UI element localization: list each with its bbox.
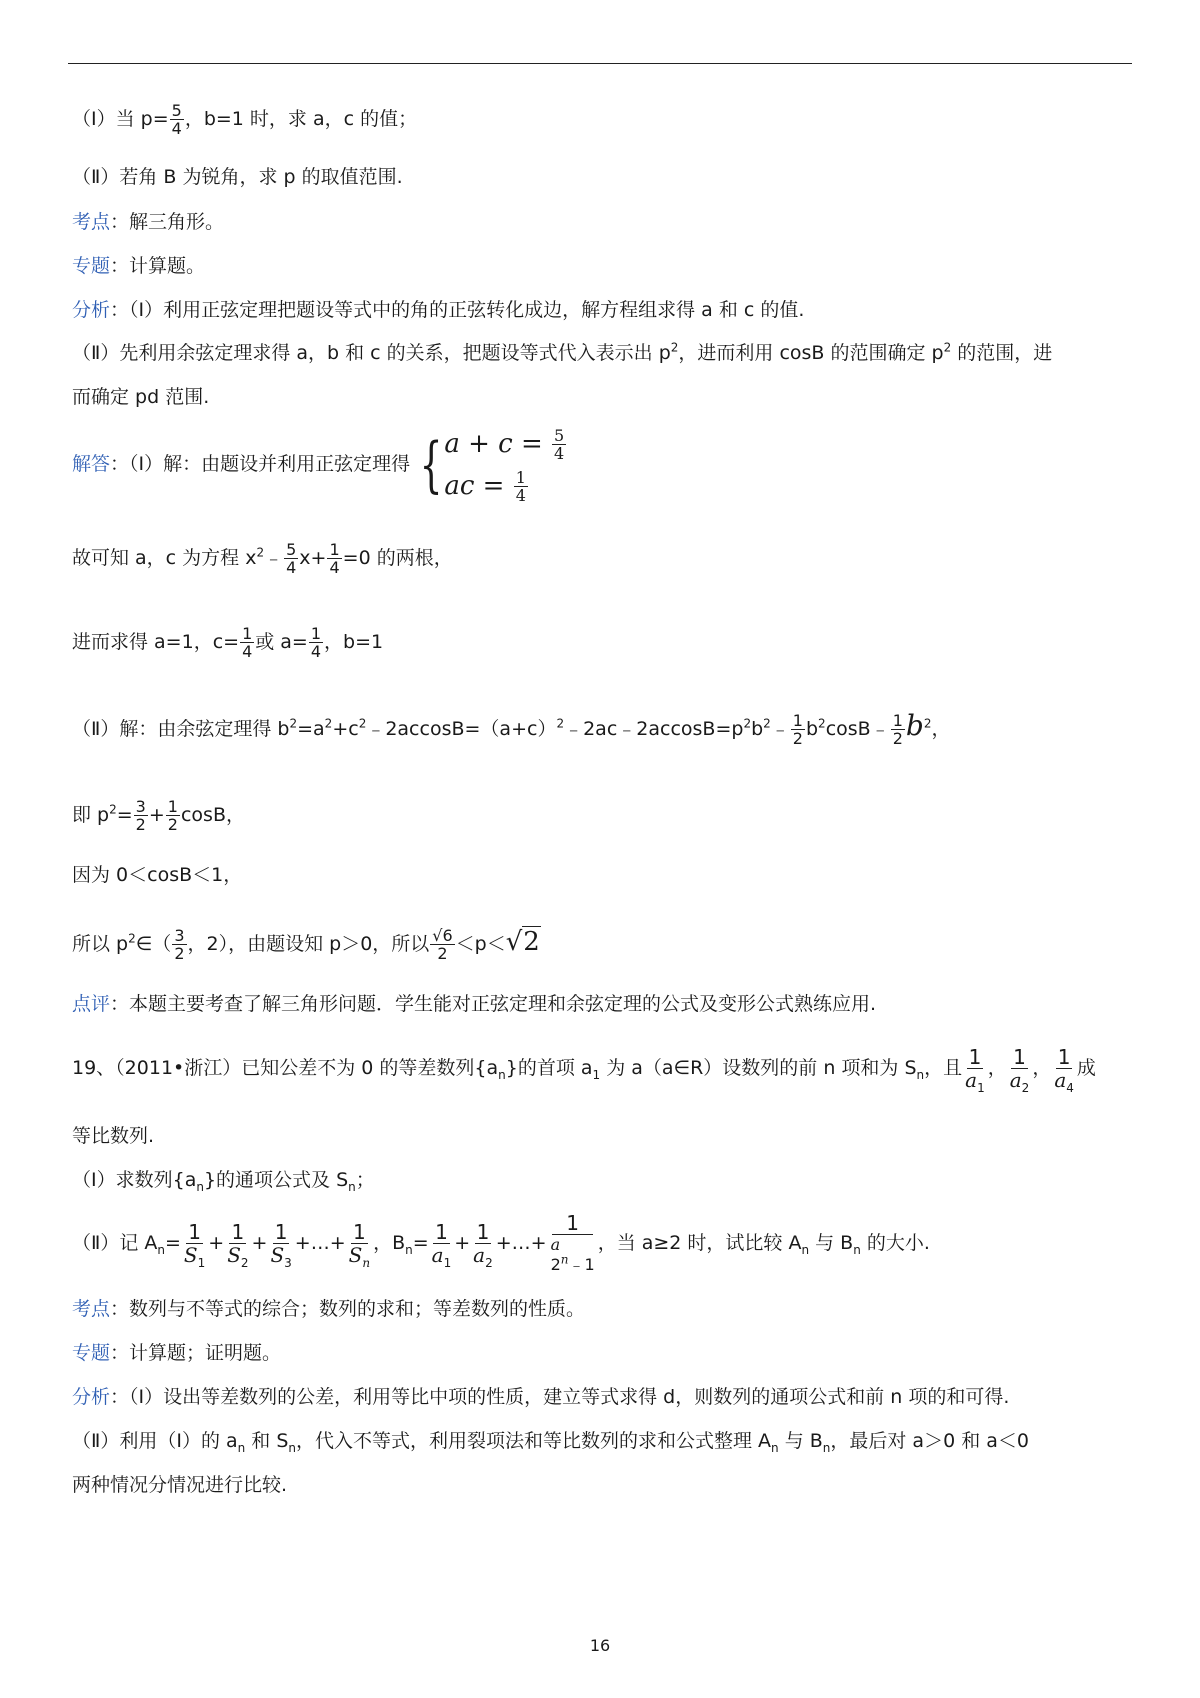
p18-eq6: 所以 $p^2\in$（ $\frac{3}{2}$ ，2），由题设知 p＞0，所以 $\frac{√6}{2}$ ＜p＜√2 bbox=[72, 926, 540, 963]
header-rule bbox=[68, 63, 1132, 64]
p18-part2: （Ⅱ）若角 B 为锐角，求 p 的取值范围. bbox=[72, 166, 403, 188]
p18-jieda: 解答：（Ⅰ）解：由题设并利用正弦定理得 { a + c = $\frac{5}{4}$ ac = $\frac{1}{4}$ bbox=[72, 422, 1128, 507]
page-number: 16 bbox=[589, 1636, 611, 1655]
p18-eq3: （Ⅱ）解：由余弦定理得 $b^2=a^2+c^2﹣2accosB=(a+c)^2﹣2ac﹣2accosB=p^2b^2﹣$ $\frac{1}{2}$ $b^2\cos B﹣$ $\frac{1}{2}$ $b^2$， bbox=[72, 709, 951, 748]
p19-head-2: 等比数列. bbox=[72, 1125, 155, 1147]
p18-fenxi-2: （Ⅱ）先利用余弦定理求得 a，b 和 c 的关系，把题设等式代入表示出 $p^2$，进而利用 cosB 的范围确定 $p^2$ 的范围，进 bbox=[72, 340, 1053, 364]
p18-eq4: 即 $p^2=$ $\frac{3}{2}$ + $\frac{1}{2}$ cosB， bbox=[72, 797, 245, 834]
jieda-label: 解答 bbox=[72, 453, 111, 475]
p18-eq2: 进而求得 a=1，c= $\frac{1}{4}$ 或 a= $\frac{1}{4}$ ，b=1 bbox=[72, 624, 384, 661]
p19-kaodian: 考点：数列与不等式的综合；数列的求和；等差数列的性质。 bbox=[72, 1298, 586, 1320]
fenxi-label: 分析 bbox=[72, 299, 111, 321]
p19-fenxi-3: 两种情况分情况进行比较. bbox=[72, 1474, 288, 1496]
p19-part2: （Ⅱ）记 $A_n=$ $\frac{1}{S_1}$ + $\frac{1}{S_2}$ + $\frac{1}{S_3}$ +…+ $\frac{1}{S_n}$ ，$B_n=$ $\frac{1}{a_1}$ + $\frac{1}{a_2}$ +…+ 1 a 2$^n$﹣1 ，当 a≥2 时，试比较 $A_n$ 与 $B_n$ 的大小. bbox=[72, 1211, 930, 1274]
p18-zhuanti: 专题：计算题。 bbox=[72, 255, 206, 277]
kaodian-label: 考点 bbox=[72, 1298, 111, 1320]
p18-fenxi: 分析：（Ⅰ）利用正弦定理把题设等式中的角的正弦转化成边，解方程组求得 a 和 c 的值. bbox=[72, 299, 805, 321]
fenxi-label: 分析 bbox=[72, 1386, 111, 1408]
p19-head: 19、（2011•浙江）已知公差不为 0 的等差数列$\{a_n\}$的首项 $a_1$ 为 a（a∈R）设数列的前 n 项和为 $S_n$，且 $\frac{1}{a_1}$ ， $\frac{1}{a_2}$ ， $\frac{1}{a_4}$ 成 bbox=[72, 1045, 1096, 1095]
dianping-label: 点评 bbox=[72, 993, 111, 1015]
sqrt-two: √2 bbox=[505, 927, 540, 957]
p19-fenxi-2: （Ⅱ）利用（Ⅰ）的 $a_n$ 和 $S_n$，代入不等式，利用裂项法和等比数列的求和公式整理 $A_n$ 与 $B_n$，最后对 a＞0 和 a＜0 bbox=[72, 1430, 1029, 1455]
p18-kaodian: 考点：解三角形。 bbox=[72, 211, 225, 233]
p18-eq1: 故可知 a，c 为方程 $x^2﹣$ $\frac{5}{4}$ x+ $\frac{1}{4}$ =0 的两根， bbox=[72, 540, 453, 577]
p19-part1: （Ⅰ）求数列$\{a_n\}$的通项公式及 $S_n$； bbox=[72, 1169, 375, 1194]
p19-fenxi: 分析：（Ⅰ）设出等差数列的公差，利用等比中项的性质，建立等式求得 d，则数列的通项公式和前 n 项的和可得. bbox=[72, 1386, 1010, 1408]
p18-eq5: 因为 0＜cosB＜1， bbox=[72, 864, 243, 886]
equation-system: { a + c = $\frac{5}{4}$ ac = $\frac{1}{4}$ bbox=[419, 426, 565, 505]
fraction: $\frac{5}{4}$ bbox=[171, 101, 182, 138]
zhuanti-label: 专题 bbox=[72, 1342, 111, 1364]
p18-fenxi-3: 而确定 pd 范围. bbox=[72, 386, 210, 408]
p19-zhuanti: 专题：计算题；证明题。 bbox=[72, 1342, 282, 1364]
zhuanti-label: 专题 bbox=[72, 255, 111, 277]
kaodian-label: 考点 bbox=[72, 211, 111, 233]
p18-part1: （Ⅰ）当 p= $\frac{5}{4}$ ，b=1 时，求 a，c 的值； bbox=[72, 101, 418, 138]
p18-dianping: 点评：本题主要考查了解三角形问题．学生能对正弦定理和余弦定理的公式及变形公式熟练应用. bbox=[72, 993, 877, 1015]
